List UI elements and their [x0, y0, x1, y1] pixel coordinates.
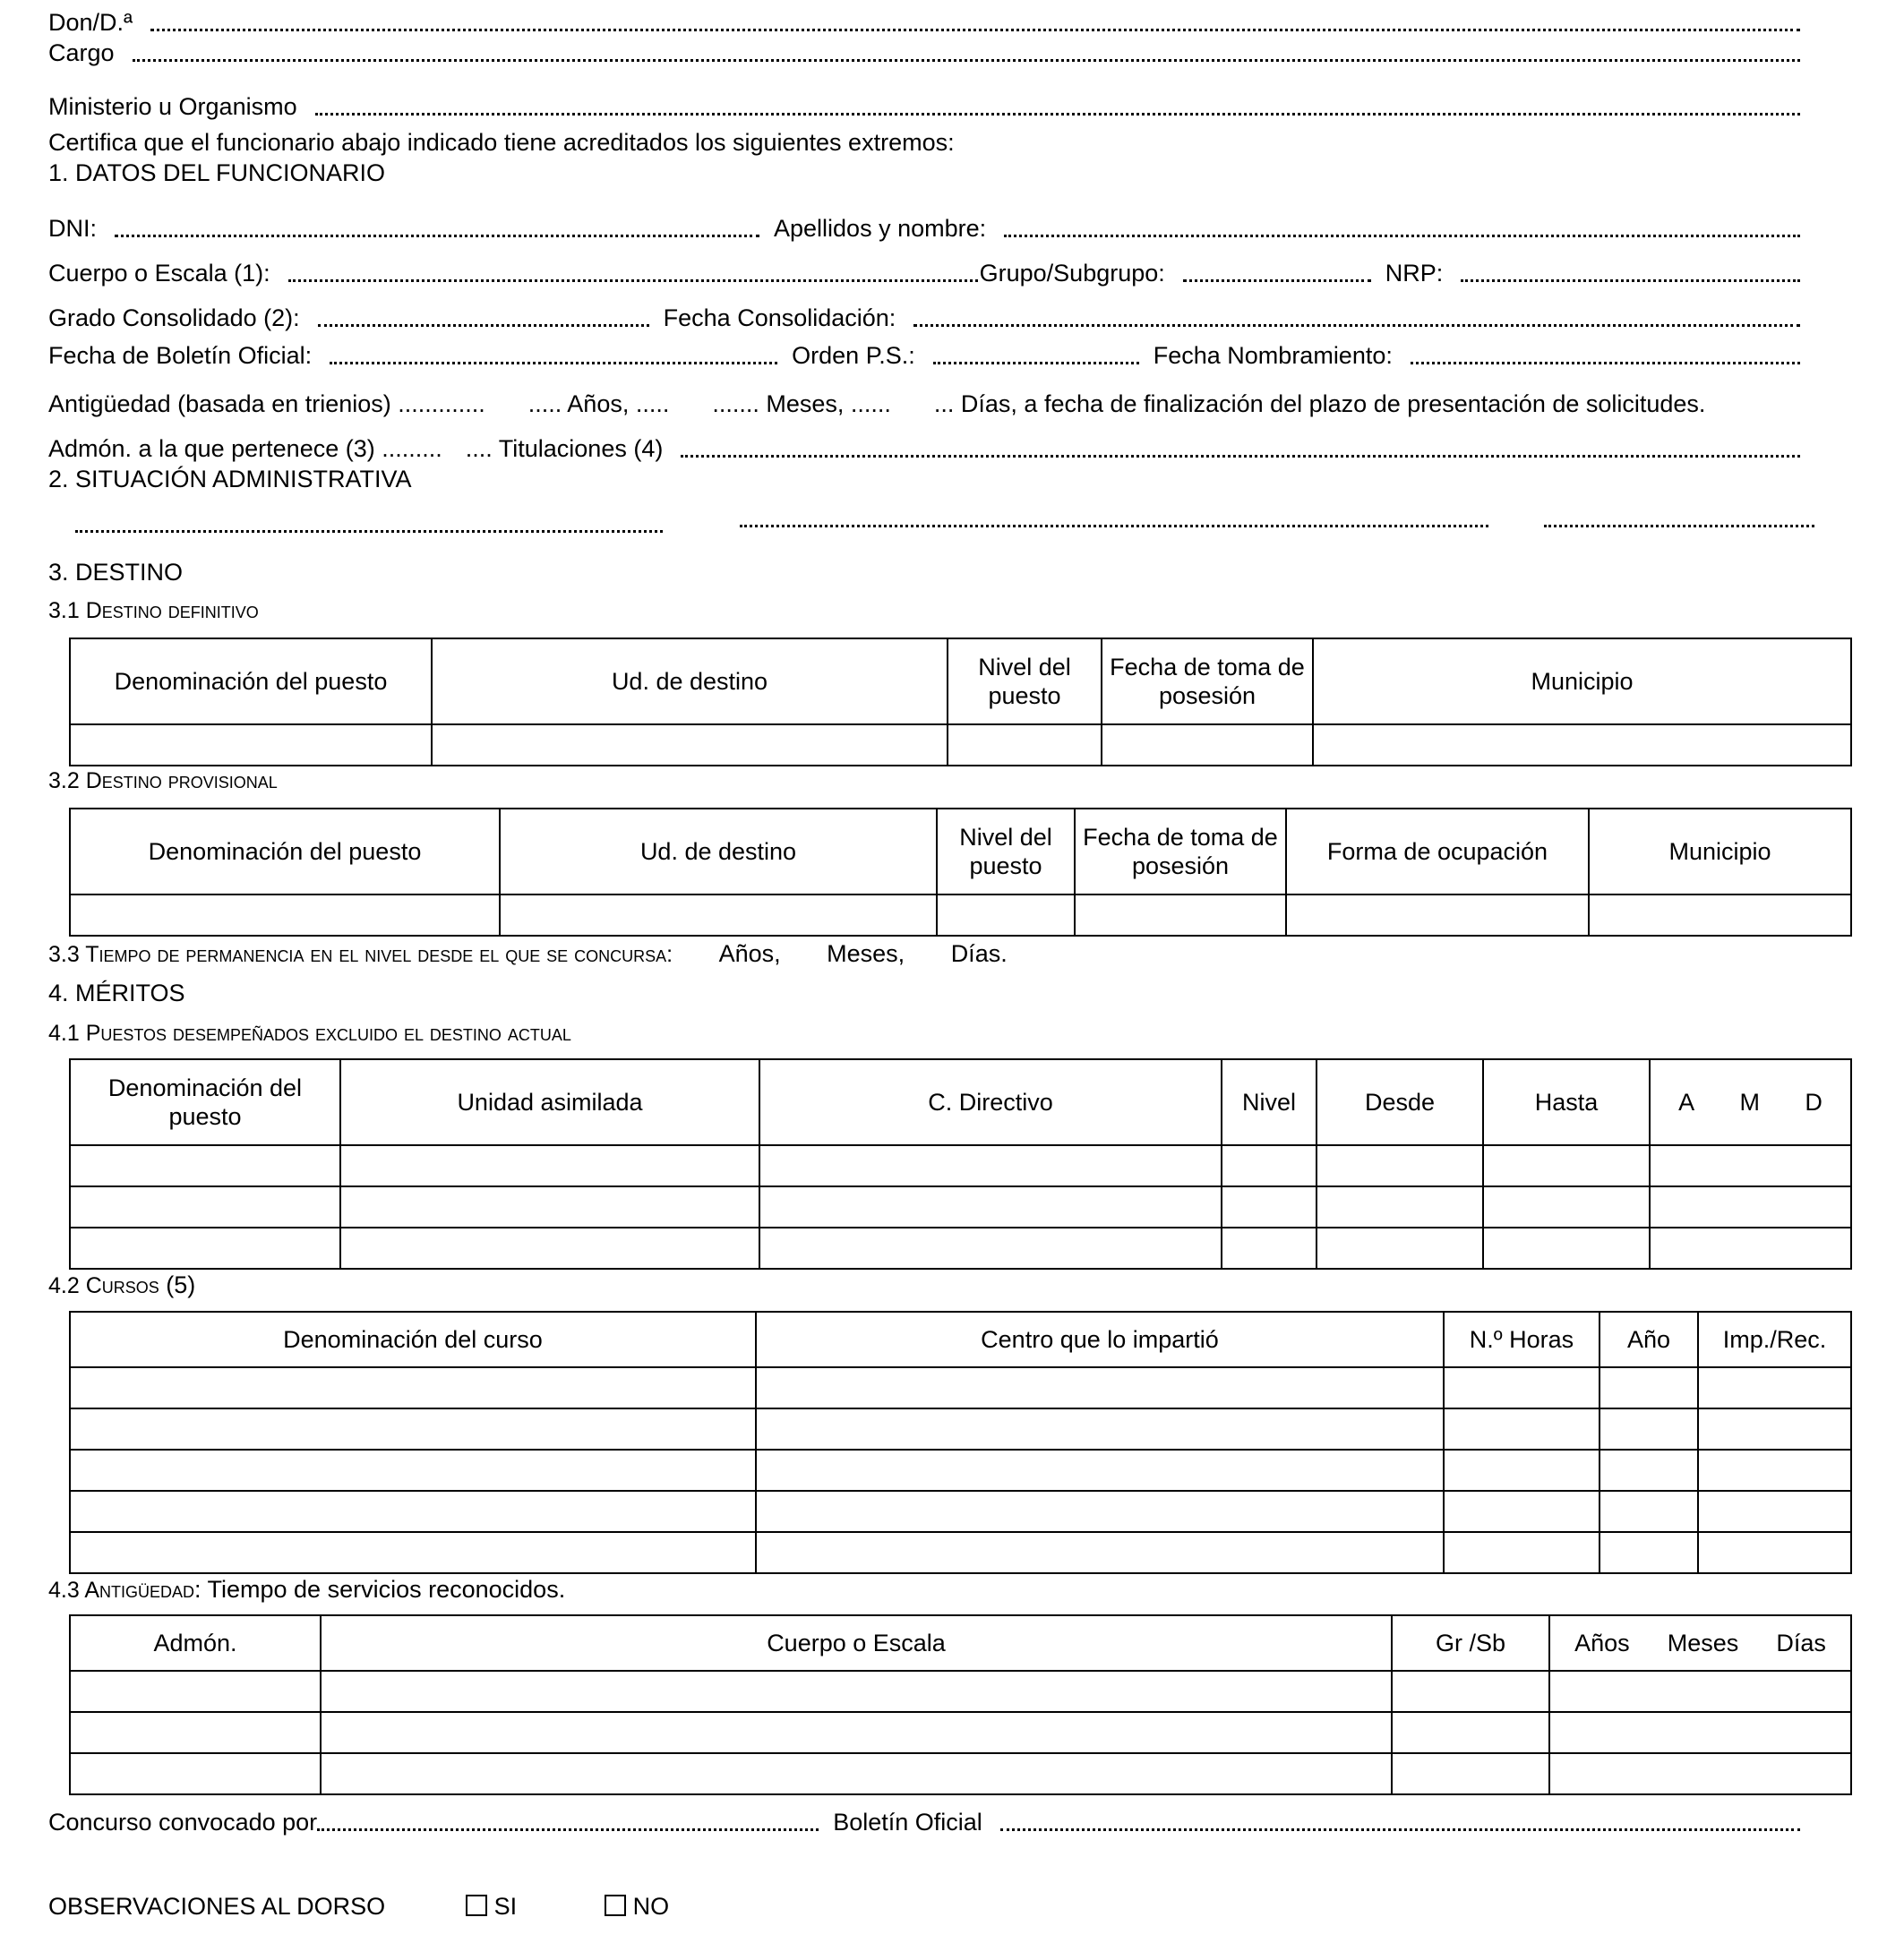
table-header: Ud. de destino — [500, 809, 937, 894]
permanencia-anios: Años, — [718, 940, 781, 967]
dni-line — [48, 215, 1814, 243]
table-cell[interactable] — [1317, 1228, 1483, 1269]
table-cell[interactable] — [70, 1532, 756, 1573]
table-cell[interactable] — [1698, 1450, 1851, 1491]
table-cell[interactable] — [756, 1532, 1444, 1573]
don-line — [48, 9, 1814, 37]
table-cell[interactable] — [1650, 1228, 1851, 1269]
section-1-title: 1. DATOS DEL FUNCIONARIO — [48, 159, 386, 186]
table-cell[interactable] — [1222, 1145, 1317, 1186]
table-cell[interactable] — [1286, 894, 1589, 936]
fecha-boletin-field[interactable] — [330, 362, 777, 364]
grado-line — [48, 304, 1814, 332]
table-cell[interactable] — [70, 1450, 756, 1491]
table-row — [70, 1145, 1851, 1186]
orden-field[interactable] — [933, 362, 1139, 364]
fecha-nombramiento-label: Fecha Nombramiento: — [1153, 342, 1393, 369]
admon-line — [48, 435, 1814, 463]
concurso-line — [48, 1809, 1814, 1836]
table-cell[interactable] — [500, 894, 937, 936]
nrp-field[interactable] — [1461, 279, 1800, 282]
table-row — [70, 1491, 1851, 1532]
table-cell[interactable] — [70, 1712, 321, 1753]
table-header: Gr /Sb — [1392, 1615, 1549, 1671]
grado-field[interactable] — [318, 324, 649, 327]
table-row — [70, 724, 1851, 766]
antiguedad-anios: ..... Años, ..... — [527, 390, 670, 417]
table-cell[interactable] — [70, 1145, 340, 1186]
table-cell[interactable] — [1483, 1145, 1650, 1186]
table-row — [70, 1532, 1851, 1573]
fecha-boletin-label: Fecha de Boletín Oficial: — [48, 342, 313, 369]
table-cell[interactable] — [948, 724, 1102, 766]
table-header: Ud. de destino — [432, 638, 948, 724]
table-cell[interactable] — [1600, 1532, 1698, 1573]
amd-label: Días — [1776, 1629, 1826, 1656]
antiguedad-title-label: 4.3 Antigüedad — [48, 1578, 194, 1603]
permanencia-label: 3.3 Tiempo de permanencia en el nivel desde el que se concursa: — [48, 942, 673, 967]
table-row — [70, 1450, 1851, 1491]
table-cell[interactable] — [1444, 1450, 1600, 1491]
fecha-consolidacion-field[interactable] — [913, 324, 1800, 327]
table-header: C. Directivo — [759, 1059, 1222, 1145]
table-cell[interactable] — [1317, 1145, 1483, 1186]
table-header: Denominación del curso — [70, 1312, 756, 1367]
destino-definitivo-title: 3.1 Destino definitivo — [48, 598, 259, 623]
cargo-line — [48, 39, 1814, 67]
puestos-title: 4.1 Puestos desempeñados excluido el destino actual — [48, 1021, 571, 1046]
situacion-field-1[interactable] — [75, 530, 663, 533]
puestos-table — [69, 1058, 1852, 1270]
antiguedad-title — [48, 1576, 565, 1604]
cuerpo-label: Cuerpo o Escala (1): — [48, 260, 270, 287]
certifica-text: Certifica que el funcionario abajo indicado tiene acreditados los siguientes extremos: — [48, 129, 955, 156]
table-cell[interactable] — [1317, 1186, 1483, 1228]
table-row — [70, 1186, 1851, 1228]
table-cell[interactable] — [70, 1753, 321, 1794]
titulaciones-field[interactable] — [681, 455, 1800, 458]
table-header: Cuerpo o Escala — [321, 1615, 1392, 1671]
table-cell[interactable] — [1698, 1532, 1851, 1573]
table-header: Admón. — [70, 1615, 321, 1671]
table-header: Fecha de toma de posesión — [1075, 809, 1286, 894]
cursos-title-note: (5) — [159, 1271, 196, 1298]
table-cell[interactable] — [756, 1408, 1444, 1450]
concurso-field[interactable] — [317, 1828, 819, 1831]
boletin-field[interactable] — [1000, 1828, 1800, 1831]
admon-label: Admón. a la que pertenece (3) ......... — [48, 435, 442, 462]
cursos-title — [48, 1271, 195, 1299]
table-header: Hasta — [1483, 1059, 1650, 1145]
table-cell[interactable] — [1600, 1408, 1698, 1450]
apellidos-field[interactable] — [1004, 235, 1800, 237]
checkbox-icon[interactable] — [605, 1895, 626, 1916]
don-label: Don/D.ª — [48, 9, 133, 36]
table-row — [70, 1228, 1851, 1269]
section-2-title: 2. SITUACIÓN ADMINISTRATIVA — [48, 466, 412, 492]
table-header: Imp./Rec. — [1698, 1312, 1851, 1367]
table-cell[interactable] — [1444, 1408, 1600, 1450]
table-cell[interactable] — [1444, 1491, 1600, 1532]
permanencia-dias: Días. — [950, 940, 1008, 967]
ministerio-line — [48, 93, 1814, 121]
orden-label: Orden P.S.: — [792, 342, 915, 369]
table-header: Denominación del puesto — [70, 638, 432, 724]
table-row — [70, 1753, 1851, 1794]
dni-field[interactable] — [115, 235, 759, 237]
table-cell[interactable] — [70, 724, 432, 766]
destino-provisional-table — [69, 808, 1852, 937]
table-cell[interactable] — [1483, 1228, 1650, 1269]
table-cell[interactable] — [759, 1228, 1222, 1269]
table-header: Nivel del puesto — [948, 638, 1102, 724]
table-cell[interactable] — [1313, 724, 1851, 766]
don-field[interactable] — [150, 29, 1800, 31]
table-header: Desde — [1317, 1059, 1483, 1145]
checkbox-icon[interactable] — [466, 1895, 487, 1916]
table-header — [1549, 1615, 1851, 1671]
fecha-consolidacion-label: Fecha Consolidación: — [663, 304, 896, 331]
antiguedad-dias: ... Días, a fecha de finalización del plazo de presentación de solicitudes. — [933, 390, 1706, 417]
no-option[interactable] — [605, 1893, 670, 1920]
table-cell[interactable] — [1444, 1532, 1600, 1573]
amd-label: Meses — [1667, 1629, 1739, 1656]
table-cell[interactable] — [340, 1145, 759, 1186]
situacion-field-3[interactable] — [1544, 525, 1814, 527]
table-cell[interactable] — [70, 1491, 756, 1532]
situacion-line — [75, 525, 1814, 533]
destino-definitivo-table — [69, 638, 1852, 766]
table-cell[interactable] — [321, 1671, 1392, 1712]
table-header: Forma de ocupación — [1286, 809, 1589, 894]
table-cell[interactable] — [759, 1145, 1222, 1186]
table-header: Municipio — [1589, 809, 1851, 894]
table-cell[interactable] — [321, 1712, 1392, 1753]
table-header: Fecha de toma de posesión — [1102, 638, 1313, 724]
table-row — [70, 1367, 1851, 1408]
boletin-label: Boletín Oficial — [833, 1809, 982, 1836]
amd-label: D — [1805, 1088, 1823, 1116]
fecha-nombramiento-field[interactable] — [1411, 362, 1800, 364]
table-cell[interactable] — [70, 1186, 340, 1228]
si-label: SI — [493, 1893, 518, 1920]
table-header — [1650, 1059, 1851, 1145]
ministerio-field[interactable] — [315, 113, 1800, 116]
table-cell[interactable] — [1650, 1186, 1851, 1228]
table-cell[interactable] — [1600, 1450, 1698, 1491]
grupo-label: Grupo/Subgrupo: — [979, 260, 1165, 287]
nrp-label: NRP: — [1385, 260, 1444, 287]
section-4-title: 4. MÉRITOS — [48, 980, 185, 1006]
table-cell[interactable] — [70, 1408, 756, 1450]
table-cell[interactable] — [70, 1367, 756, 1408]
table-cell[interactable] — [70, 894, 500, 936]
antiguedad-meses: ....... Meses, ...... — [712, 390, 891, 417]
table-cell[interactable] — [1222, 1228, 1317, 1269]
table-cell[interactable] — [1698, 1491, 1851, 1532]
antiguedad-label: Antigüedad (basada en trienios) ............. — [48, 390, 485, 417]
si-option[interactable] — [466, 1893, 518, 1920]
cursos-table — [69, 1311, 1852, 1574]
permanencia-meses: Meses, — [827, 940, 905, 967]
table-cell[interactable] — [321, 1753, 1392, 1794]
observaciones-line — [48, 1893, 669, 1921]
table-cell[interactable] — [1392, 1753, 1549, 1794]
table-header: Denominación del puesto — [70, 809, 500, 894]
table-cell[interactable] — [1549, 1671, 1851, 1712]
table-cell[interactable] — [1222, 1186, 1317, 1228]
grupo-field[interactable] — [1183, 279, 1371, 282]
no-label: NO — [632, 1893, 670, 1920]
antiguedad-table — [69, 1614, 1852, 1795]
cargo-label: Cargo — [48, 39, 115, 66]
ministerio-label: Ministerio u Organismo — [48, 93, 297, 120]
cuerpo-line — [48, 260, 1814, 287]
table-row — [70, 1712, 1851, 1753]
table-header: Municipio — [1313, 638, 1851, 724]
observaciones-label: OBSERVACIONES AL DORSO — [48, 1893, 386, 1920]
table-row — [70, 1408, 1851, 1450]
cuerpo-field[interactable] — [288, 279, 978, 282]
amd-label: A — [1678, 1088, 1695, 1116]
table-cell[interactable] — [1444, 1367, 1600, 1408]
table-header: Nivel — [1222, 1059, 1317, 1145]
table-cell[interactable] — [756, 1491, 1444, 1532]
situacion-field-2[interactable] — [740, 525, 1488, 527]
table-header: Centro que lo impartió — [756, 1312, 1444, 1367]
table-cell[interactable] — [1650, 1145, 1851, 1186]
table-cell[interactable] — [70, 1228, 340, 1269]
table-cell[interactable] — [1392, 1712, 1549, 1753]
table-cell[interactable] — [432, 724, 948, 766]
table-cell[interactable] — [70, 1671, 321, 1712]
boletin-line — [48, 342, 1814, 370]
table-cell[interactable] — [937, 894, 1075, 936]
titulaciones-label: .... Titulaciones (4) — [465, 435, 664, 462]
table-cell[interactable] — [1600, 1367, 1698, 1408]
antiguedad-title-note: : Tiempo de servicios reconocidos. — [194, 1576, 566, 1603]
table-header: Nivel del puesto — [937, 809, 1075, 894]
table-cell[interactable] — [1075, 894, 1286, 936]
table-cell[interactable] — [756, 1450, 1444, 1491]
table-cell[interactable] — [756, 1367, 1444, 1408]
amd-label: M — [1739, 1088, 1760, 1116]
table-cell[interactable] — [1549, 1753, 1851, 1794]
table-header: Denominación del puesto — [70, 1059, 340, 1145]
grado-label: Grado Consolidado (2): — [48, 304, 300, 331]
table-cell[interactable] — [1589, 894, 1851, 936]
antiguedad-line — [48, 390, 1814, 418]
section-3-title: 3. DESTINO — [48, 559, 184, 586]
destino-provisional-title: 3.2 Destino provisional — [48, 768, 278, 793]
cursos-title-label: 4.2 Cursos — [48, 1273, 159, 1298]
permanencia-line — [48, 940, 1008, 968]
table-cell[interactable] — [759, 1186, 1222, 1228]
table-cell[interactable] — [1698, 1408, 1851, 1450]
amd-label: Años — [1574, 1629, 1630, 1656]
table-header: Unidad asimilada — [340, 1059, 759, 1145]
table-cell[interactable] — [1549, 1712, 1851, 1753]
table-row — [70, 1671, 1851, 1712]
table-header: N.º Horas — [1444, 1312, 1600, 1367]
table-row — [70, 894, 1851, 936]
table-cell[interactable] — [1600, 1491, 1698, 1532]
table-header: Año — [1600, 1312, 1698, 1367]
dni-label: DNI: — [48, 215, 97, 242]
table-cell[interactable] — [1698, 1367, 1851, 1408]
table-cell[interactable] — [1392, 1671, 1549, 1712]
table-cell[interactable] — [340, 1228, 759, 1269]
cargo-field[interactable] — [133, 59, 1800, 62]
table-cell[interactable] — [340, 1186, 759, 1228]
apellidos-label: Apellidos y nombre: — [774, 215, 987, 242]
concurso-label: Concurso convocado por — [48, 1809, 318, 1836]
table-cell[interactable] — [1483, 1186, 1650, 1228]
table-cell[interactable] — [1102, 724, 1313, 766]
